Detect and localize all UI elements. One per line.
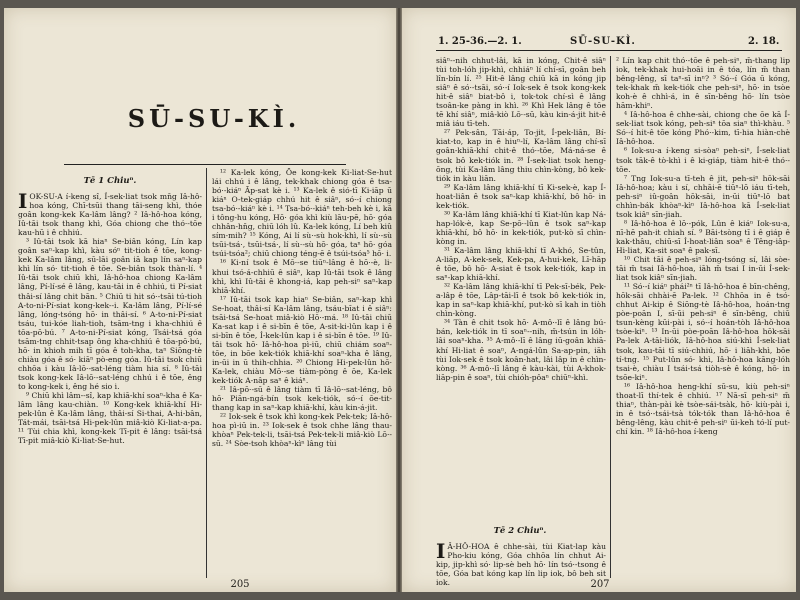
verse-paragraph: ²⁹ Ka-lâm lâng khiā-khí tī Ki-sek-è, kap Í-hoat-liân ê tsok saⁿ-kap khiā-khí, bô hō· in kek-tiók. — [436, 182, 606, 210]
column-divider — [610, 56, 611, 578]
verse-paragraph: ⁶ Iok-su-a í-keng si-sòaⁿ peh-siⁿ, Í-sek-liat tsok tāk-ê tò-khì i ê ki-giáp, tiàm hit-ê thó·-tōe. — [616, 146, 790, 174]
running-head-title: SŪ-SU-KÌ. — [570, 36, 636, 47]
title-rule — [64, 164, 346, 165]
verse-paragraph: ³⁰ Ka-lâm lâng khiā-khí tī Kiat-lûn kap Ná-hap-lók-è, kap Se-pō·-lûn ê tsok saⁿ-kap khiā-khí, bô hō· in kek-tiók, put-kò sī chìn-kòng in. — [436, 209, 606, 246]
right-page — [402, 8, 796, 592]
page-number: 205 — [230, 579, 250, 590]
verse-paragraph: ³¹ Ka-lâm lâng khiā-khí tī A-khó, Se-tûn, A-liāp, A-kek-sek, Kek-pa, A-hui-kek, Lī-hāp ê tōe, bô hō· A-siat ê tsok kek-tiók, kap in saⁿ-kap khiā-khí. — [436, 245, 606, 283]
left-column-1 — [18, 189, 202, 582]
header-rule — [436, 50, 782, 51]
verse-paragraph: ¹⁷ Iû-tāi tsok kap hiaⁿ Se-biân, saⁿ-kap khì Se-hoat, thâi-sí Ka-lâm lâng, tsáu-bīat i ê siâⁿ: tsāi-tsá Se-hoat miâ-kiò Hō·-má. ¹⁸ Iû-tāi chiū Ka-sat kap i ê si-bīn ê tōe, A-sit-ki-lûn kap i ê si-bīn ê tōe, Í-kek-lûn kap i ê si-bīn ê tōe. ¹⁹ Iû-tāi tsok hō· Iâ-hô-hoa pì-iū, chiū chiám soaⁿ-tōe, in bōe kek-tiók khiā-khí soaⁿ-kha ê lâng, in-ūi in ū thih-chhia. ²⁰ Chiong Hi-pek-lûn hō· Ka-lek, chiàu Mō·-se tiàm-pòng ê ōe, Ka-lek kek-tiók A-nâp saⁿ ê kiáⁿ. — [212, 294, 392, 386]
right-column-1 — [436, 56, 606, 514]
chapter-heading: Tē 2 Chiuⁿ. — [493, 526, 547, 536]
verse-paragraph: ³² Ka-lâm lâng khiā-khí tī Pek-sī-bék, Pek-a-lâp ê tōe, Lâp-tāi-lī ê tsok bô kek-tiók in, kap in saⁿ-kap khiā-khí, put-kò sī kah in tiòh chìn-kòng. — [436, 282, 606, 319]
verse-paragraph: ² Lín kap chit thó·-tōe ê peh-siⁿ, m̄-thang lip iok, tek-khak hui-hoāi in ê tóa, lín m̄ than bêng-lêng, sī taⁿ-sī inⁿ? ³ Só·-í Góa ū kóng, tek-khak m̄ kek-tiók che peh-siⁿ, hō· in tsòe koh-è ê chhì-á, in ê sīn-bêng hō· lín tsòe hām-khiⁿ. — [616, 56, 790, 111]
column-divider — [206, 168, 207, 578]
verse-paragraph: ¹⁰ Chit tāi ê peh-siⁿ lóng-tsóng sí, lâi sòe-tāi m̄ tsai Iâ-hô-hoa, iāh m̄ tsai I in-ūi Í-sek-liat tsok kiâⁿ sīn-jiah. — [616, 255, 790, 283]
left-page — [4, 8, 396, 592]
chapter-heading: Tē 1 Chiuⁿ. — [83, 176, 137, 186]
verse-paragraph: ³⁴ Tàn ê chit tsok hō· A-mô·-lī ê lâng bú-bán, kek-tiók in tī soaⁿ--nih, m̄-tsún in lóh-lâi soaⁿ-kha. ³⁵ A-mô·-lī ê lâng iū-goân khiā-khí Hi-liat ê soaⁿ, A-ngá-lûn Sa-ap-pin, iāh tùi Iok-sek ê tsok koân-hat, lâi lâp in ê chìn-kòng. ³⁶ A-mô·-lī lâng ê kàu-kài, tùi A-khok-liāp-pin ê soaⁿ, tùi chióh-pôaⁿ chiūⁿ-khì. — [436, 318, 606, 382]
verse-paragraph: ⁷ Tng Iok-su-a tī-teh ê jit, peh-siⁿ hōk-sāi Iâ-hô-hoa; kàu i sí, chhāi-ē tiūⁿ-lō iáu tī-teh, peh-siⁿ iû-goân hōk-sāi, in-ūi tiūⁿ-lō bat chhìn-bák khòaⁿ-kìⁿ Iâ-hô-hoa kā Í-sek-liat tsok kiâⁿ sīn-jiah. — [616, 173, 790, 219]
verse-paragraph: ¹⁶ Ki-ní tsok ê Mō·-se tiūⁿ-lâng ê hō·-è, li-khui tsó-á-chhiū ê siâⁿ, kap Iû-tāi tsok ê lâng khì, khì Iû-tāi ê khong-iá, kap peh-siⁿ saⁿ-kap khiā-khí. — [212, 258, 392, 295]
verse-paragraph: ²⁷ Pek-sân, Tāi-áp, To-jit, Í-pek-liân, Bí-kiat-to, kap in ê hiuⁿ-lí, Ka-lâm lâng chí-sī goân-khiā-khí chit-ê thó·-tōe, Má-ná-se ê tsok bô kek-tiók in. ²⁸ Í-sek-liat tsok heng-ōng, tùi Ka-lâm lâng thiu chìn-kòng, bô kek-tiók in kàu liān. — [436, 128, 606, 183]
verse-paragraph: ²¹ Iâ-pō·-sū ê lâng tiàm tī Iâ-lō·-sat-léng, bô hō· Piān-ngá-bín tsok kek-tiók, só·-í ōe-tit-thang kap in saⁿ-kap khiā-khí, kàu kin-á-jit. — [212, 385, 392, 413]
verse-paragraph: ⁹ Chiū khì lâm--sî, kap khiā-khí soaⁿ-kha ê Ka-lâm lâng kau-chiàn. ¹⁰ Kong-kek khiā-khí Hi-pek-lûn ê Ka-lâm lâng, thâi-sí Si-thai, A-hi-bân, Tát-mái, tsāi-tsá Hi-pek-lûn miâ-kiò Ki-liat-a-pa. ¹¹ Tùi chia khì, kong-kek Tī-pit ê lâng: tsāi-tsá Tī-pit miâ-kiò Ki-liat-Se-hut. — [18, 391, 202, 446]
verse-paragraph: IOK-SU-A í-keng sî, Í-sek-liat tsok mn̄g Iâ-hô-hoa kóng, Chī-tsūi thang tāi-seng khì, thóe goân kong-kek Ka-lâm lâng? ² Iâ-hô-hoa kóng, Iû-tāi tsok thang khì, Góa chiong che thó·-tōe kau-hū i ê chhiú. — [18, 189, 202, 238]
verse-paragraph: ²² Iok-sek ê tsok khì kong-kek Pek-tek; Iâ-hô-hoa pì-iū in. ²³ Iok-sek ê tsok chhe lâng thau-khòaⁿ Pek-tek-li, tsāi-tsá Pek-tek-li miâ-kiò Lō·-sū. ²⁴ Sòe-tsoh khòaⁿ-kìⁿ lâng tùi — [212, 412, 392, 449]
page-number: 207 — [590, 579, 610, 590]
verse-paragraph: ³ Iû-tāi tsok kā hiaⁿ Se-biân kóng, Lín kap goân saⁿ-kap khì, kàu sóⁿ tit-tioh ê tōe, kong-kek Ka-lâm lâng, sū-lāi goân iā kap lín saⁿ-kap khì lín só· tit-tioh ê tōe. Se-biân tsok thàn-lí. ⁴ Iû-tāi tsok chiū khì, Iâ-hô-hoa chiong Ka-lâm lâng, Pí-lí-sé ê lâng, kau-tāi in ê chhiú, ti Pí-siat thâi-sí lâng chit bān. ⁵ Chiū ti hit só·-tsāi tú-tioh A-to-ni-Pí-siat kong-kek--i. Ka-lâm lâng, Pí-lí-sé lâng, lóng-tsóng hō· in thâi-sí. ⁶ A-to-ni-Pí-siat tsáu, tui-kóe liah-tioh, tsām-tng i kha-chhiú ê tōa-pō·bú. ⁷ A-to-ni-Pí-siat kóng, Tsái-tsá góa tsām-tng chhit-tsap ông kha-chhiú ê tōa-pō·bú, hō· in khioh mih tī góa ê toh-kha, taⁿ Siōng-tè chiàu góa ê só· kiāⁿ pò-eng góa. Iû-tāi tsok chiū chhōa i kàu Iâ-lō·-sat-léng tiàm hia sí. ⁸ Iû-tāi tsok kong-kek Iâ-lō·-sat-léng chhú i ê tōe, êng to kong-kek i, êng hé sio i. — [18, 237, 202, 391]
running-head-verses: 1. 25-36.—2. 1. — [438, 36, 522, 47]
verse-paragraph: ⁸ Iâ-hô-hoa ê lō·-pók, Lûn ê kiáⁿ Iok-su-a, nī-hē pah-it chiah sí. ⁹ Bāi-tsòng tī i ê giáp ê kak-thâu, chiū-sī Í-hoat-liân soaⁿ ê Têng-iâp-Hi-liat, Ka-sit soaⁿ ê pak-sī. — [616, 218, 790, 255]
drop-cap: I — [436, 539, 446, 563]
verse-paragraph: ¹⁶ Iâ-hô-hoa heng-khí sū-su, kiù peh-siⁿ thoat-lī thí-tek ê chhiú. ¹⁷ Nā-sī peh-siⁿ m̄ thiaⁿ, thàn-pài kè tsòe-sái-tsàk, hō· kiù-pài i, in ê tsó·-tsái-tsà tók-tók than Iâ-hô-hoa ê bêng-lêng, kàu chit-ê peh-siⁿ ūi-keh tó-lí put-chí kin. ¹⁸ Iâ-hô-hoa í-keng — [616, 381, 790, 436]
left-column-2 — [212, 168, 392, 582]
drop-cap: I — [18, 189, 28, 213]
verse-paragraph: ¹¹ Só·-í kiáⁿ phái²ⁿ tī Iâ-hô-hoa ê bīn-chêng, hōk-sāi chhài-ē Pa-lek. ¹² Chhōa in ê tsó· chhut Ai-kip ê Siōng-tè Iâ-hô-hoa, hoán-tng pòe-poān I, sī-ūi peh-siⁿ ê sīn-bêng, chiū tsun-kèng kūi-pài i, só·-í hoán-tòh Iâ-hô-hoa tsòe-kiⁿ. ¹³ In-ūi pòe-poān Iâ-hô-hoa hōk-sāi Pa-lek A-tāi-liók, Iâ-hô-hoa siú-khì Í-sek-liat tsok, kau-tāi tī siú-chhiú, hō· i liāh-khì, bōe tí-tng. ¹⁵ Put-lûn só· khì, Iâ-hô-hoa kāng-lóh tsai-è, chiàu I tsái-tsá tiòh-sè ê kóng, hō· in tsōe-kiⁿ. — [616, 282, 790, 382]
verse-paragraph: siâⁿ--nih chhut-lâi, kā in kóng, Chit-ê siâⁿ tùi toh-lóh jip-khì, chhiáⁿ lí chí-sī, goân beh lîn-bín lí. ²⁵ Hit-ê lâng chiū kā in kóng jip siâⁿ ê só·-tsāi, só·-í Iok-sek ê tsok kong-kek hit-ê siâⁿ biat-bô i, tok-tok chí-sì ê lâng tsoân-ke pàng in khì. ²⁶ Khì Hek lâng ê tōe tē khí siâⁿ, miâ-kiò Lō·-sū, kàu kin-á-jit hit-ê miâ iáu tī-teh. — [436, 56, 606, 129]
book-title: SŪ-SU-KÌ. — [127, 104, 301, 133]
right-column-2 — [616, 56, 790, 578]
running-head-chapter: 2. 18. — [748, 36, 780, 47]
verse-paragraph: ¹² Ka-lek kóng, Ōe kong-kek Ki-liat-Se-hut lái chhú i ê lâng, tek-khak chiong góa ê tsa-bó·-kiáⁿ Āp-sat kè i. ¹³ Ka-lek ê sió-tī Ki-iāp ū kiáⁿ O-tek-giáp chhú hit ê siâⁿ, só·-í chiong tsa-bó·-kiáⁿ kè i. ¹⁴ Tsa-bó·-kiáⁿ teh-beh kè i, kā i tông-hu kóng, Hō· góa khì kiù lāu-pē, hō· góa chhân-hn̄g, chiū lóh lû. Ka-lek kóng, Lí beh kiû sím-mih? ¹⁵ Kóng, Ai lí sù·-sù hok-khì, lí sù·-sù tsūi-tsá·, tsūi-tsá·, lí sù·-sù hō· góa, taⁿ hō· góa tsúi-tsóa²; chiū chiong téng-ē ê tsúi-tsóa⁵ hō· i. — [212, 168, 392, 259]
verse-paragraph: I Â-HÔ-HOA ê chhe-sài, tùi Kiat-lap kàu Pho-kiu kóng, Góa chhōa lín chhut Ai-kip, jip-khì só· lip-sè beh hō· lín tsó·-tsong ê tōe, Góa bat kóng kap lín lip iok, bô beh sit iok. — [436, 539, 606, 588]
verse-paragraph: ⁴ Iâ-hô-hoa ê chhe-sài, chiong che ōe kā Í-sek-liat tsok kóng, peh-siⁿ tōa siaⁿ thì-khàu. ⁵ Só·-í hit-ê tōe kóng Phó·-kim, tī-hia hiàn-chè Iâ-hô-hoa. — [616, 110, 790, 147]
